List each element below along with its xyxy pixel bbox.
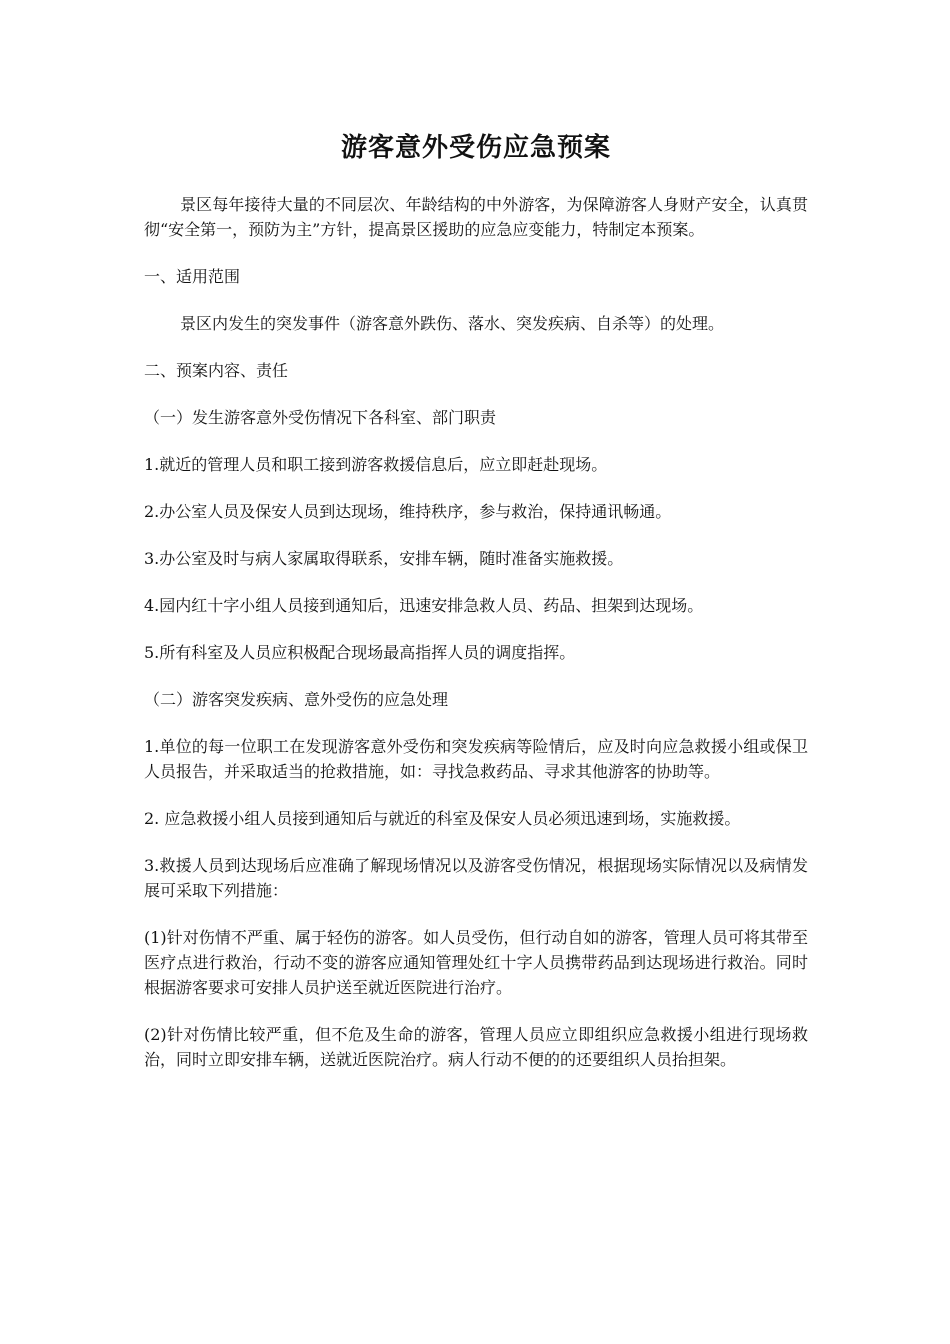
document-body: [144, 128, 808, 1094]
duty-item-2: 2.办公室人员及保安人员到达现场，维持秩序，参与救治，保持通讯畅通。: [144, 502, 672, 521]
duty-item-1: 1.就近的管理人员和职工接到游客救援信息后，应立即赶赴现场。: [144, 455, 608, 474]
section-heading-scope: 一、适用范围: [144, 267, 241, 286]
response-item-2: 2. 应急救援小组人员接到通知后与就近的科室及保安人员必须迅速到场，实施救援。: [144, 809, 741, 828]
response-subitem-2: (2)针对伤情比较严重，但不危及生命的游客，管理人员应立即组织应急救援小组进行现场救治，同时立即安排车辆，送就近医院治疗。病人行动不便的的还要组织人员抬担架。: [144, 1025, 808, 1069]
section-heading-plan: 二、预案内容、责任: [144, 361, 289, 380]
scope-paragraph: 景区内发生的突发事件（游客意外跌伤、落水、突发疾病、自杀等）的处理。: [180, 314, 725, 333]
response-item-1: 1.单位的每一位职工在发现游客意外受伤和突发疾病等险情后，应及时向应急救援小组或保卫人员报告，并采取适当的抢救措施，如：寻找急救药品、寻求其他游客的协助等。: [144, 737, 808, 781]
response-subitem-1: (1)针对伤情不严重、属于轻伤的游客。如人员受伤，但行动自如的游客，管理人员可将其带至医疗点进行救治，行动不变的游客应通知管理处红十字人员携带药品到达现场进行救治。同时根据游客要求可安排人员护送至就近医院进行治疗。: [144, 928, 808, 997]
intro-paragraph: 景区每年接待大量的不同层次、年龄结构的中外游客，为保障游客人身财产安全，认真贯彻“安全第一，预防为主”方针，提高景区援助的应急应变能力，特制定本预案。: [144, 195, 808, 239]
duty-item-4: 4.园内红十字小组人员接到通知后，迅速安排急救人员、药品、担架到达现场。: [144, 596, 704, 615]
subsection-heading-duties: （一）发生游客意外受伤情况下各科室、部门职责: [144, 408, 497, 427]
document-title: 游客意外受伤应急预案: [340, 133, 611, 163]
response-item-3: 3.救援人员到达现场后应准确了解现场情况以及游客受伤情况，根据现场实际情况以及病情发展可采取下列措施：: [144, 856, 808, 900]
duty-item-5: 5.所有科室及人员应积极配合现场最高指挥人员的调度指挥。: [144, 643, 576, 662]
duty-item-3: 3.办公室及时与病人家属取得联系，安排车辆，随时准备实施救援。: [144, 549, 624, 568]
subsection-heading-response: （二）游客突发疾病、意外受伤的应急处理: [144, 690, 449, 709]
